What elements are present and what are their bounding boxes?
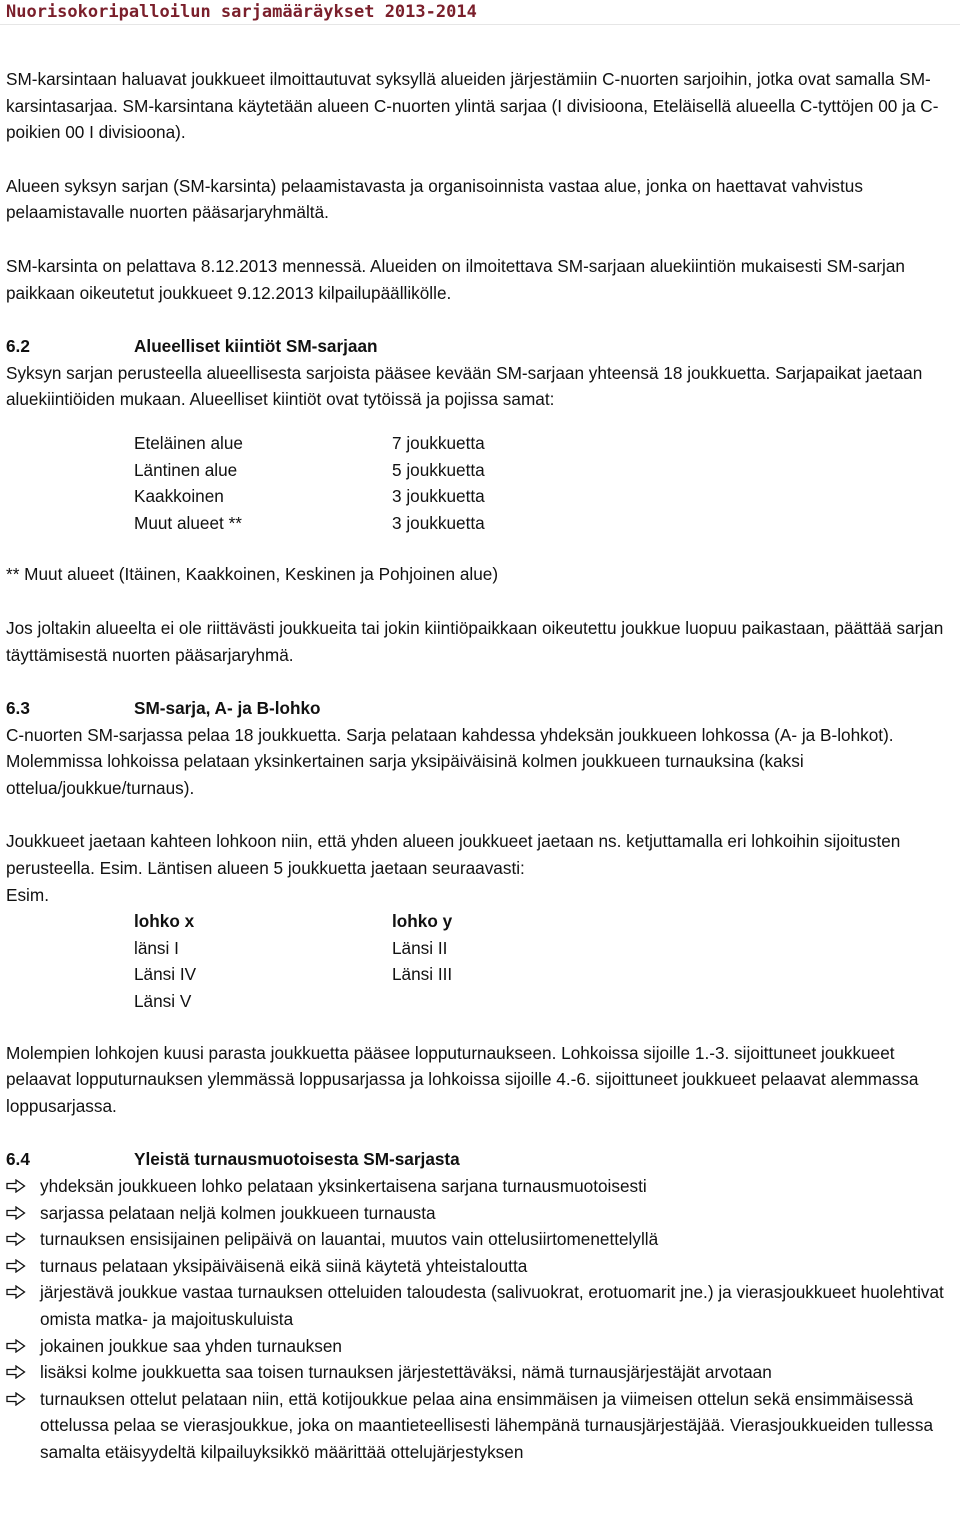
quota-teams: 7 joukkuetta [392,432,485,453]
block-header: lohko y [392,911,453,932]
list-item-text: jokainen joukkue saa yhden turnauksen [40,1335,342,1356]
list-item-text: yhdeksän joukkueen lohko pelataan yksinkertaisena sarjana turnausmuotoisesti [40,1176,647,1196]
document-body [6,66,956,1466]
list-item-text: lisäksi kolme joukkuetta saa toisen turnauksen järjestettäväksi, nämä turnausjärjestäjät arvotaan [40,1362,772,1383]
arrow-right-outline-icon [6,1226,40,1252]
quota-row [134,483,485,510]
section-title: Yleistä turnausmuotoisesta SM-sarjasta [134,1149,460,1170]
arrow-right-outline-icon [6,1253,40,1279]
arrow-right-outline-icon [6,1279,40,1305]
intro-paragraph-2: Alueen syksyn sarjan (SM-karsinta) pelaamistavasta ja organisoinnista vastaa alue, jonka on haettavat vahvistus pelaamistavalle nuorten pääsarjaryhmältä. [6,175,863,223]
list-item [6,1279,956,1332]
quota-footnote: ** Muut alueet (Itäinen, Kaakkoinen, Keskinen ja Pohjoinen alue) [6,564,499,585]
page-header [0,0,960,25]
quota-area: Muut alueet ** [134,512,242,533]
quota-row [134,457,485,484]
quota-table [134,430,485,536]
list-item [6,1253,956,1280]
section-heading-6-4 [6,1146,956,1173]
section-heading-6-2 [6,333,956,360]
rules-bullet-list [6,1173,956,1466]
block-cell [392,988,650,1015]
block-header: lohko x [134,911,195,932]
arrow-right-outline-icon [6,1200,40,1226]
list-item-text: turnauksen ottelut pelataan niin, että kotijoukkue pelaa aina ensimmäisen ja viimeisen ottelun sekä ensimmäisessä ottelussa pelaa se vierasjoukkue, joka on maantieteellisesti lähempänä turnausjärjestäjää. Vierasjoukkueiden tullessa samalta etäisyydeltä kilpailuyksikkö määrittää ottelujärjestyksen [40,1388,934,1462]
block-cell: länsi I [134,937,179,958]
list-item [6,1333,956,1360]
block-cell: Länsi III [392,964,453,985]
list-item [6,1226,956,1253]
list-item [6,1386,956,1466]
intro-paragraph-3: SM-karsinta on pelattava 8.12.2013 mennessä. Alueiden on ilmoitettava SM-sarjaan aluekiintiön mukaisesti SM-sarjan paikkaan oikeutetut joukkueet 9.12.2013 kilpailupäällikölle. [6,255,905,303]
header-title: Nuorisokoripalloilun sarjamääräykset 2013-2014 [6,2,477,22]
list-item [6,1359,956,1386]
block-cell: Länsi II [392,937,448,958]
arrow-right-outline-icon [6,1359,40,1385]
block-cell: Länsi V [134,991,192,1012]
section-number: 6.3 [6,698,30,719]
block-example-table [134,908,650,1014]
list-item [6,1200,956,1227]
section-heading-6-3 [6,695,956,722]
list-item-text: turnaus pelataan yksipäiväisenä eikä siinä käytetä yhteistaloutta [40,1255,528,1276]
block-row [134,988,650,1015]
final-tournament-text: Molempien lohkojen kuusi parasta joukkuetta pääsee lopputurnaukseen. Lohkoissa sijoille 1.-3. sijoittuneet joukkueet pelaavat lopputurnauksen ylemmässä loppusarjassa ja lohkoissa sijoille 4.-6. sijoittuneet joukkueet pelaavat alemmassa loppusarjassa. [6,1042,919,1116]
block-header-row [134,908,650,935]
block-split-text: Joukkueet jaetaan kahteen lohkoon niin, että yhden alueen joukkueet jaetaan ns. ketjuttamalla eri lohkoihin sijoitusten perusteella. Esim. Läntisen alueen 5 joukkuetta jaetaan seuraavasti: [6,831,901,879]
arrow-right-outline-icon [6,1333,40,1359]
section-number: 6.2 [6,336,30,357]
quota-area: Läntinen alue [134,459,238,480]
intro-paragraph-1: SM-karsintaan haluavat joukkueet ilmoittautuvat syksyllä alueiden järjestämiin C-nuorten sarjoihin, jotka ovat samalla SM-karsintasarjaa. SM-karsintana käytetään alueen C-nuorten ylintä sarjaa (I divisioona, Eteläisellä alueella C-tyttöjen 00 ja C-poikien 00 I divisioona). [6,69,939,143]
list-item-text: järjestävä joukkue vastaa turnauksen otteluiden taloudesta (salivuokrat, erotuomarit jne.) ja vierasjoukkueet huolehtivat omista matka- ja majoituskuluista [40,1282,944,1329]
section-number: 6.4 [6,1149,30,1170]
section-title: SM-sarja, A- ja B-lohko [134,698,321,719]
section-title: Alueelliset kiintiöt SM-sarjaan [134,336,378,357]
quota-teams: 5 joukkuetta [392,459,485,480]
list-item-text: turnauksen ensisijainen pelipäivä on lauantai, muutos vain ottelusiirtomenettelyllä [40,1229,659,1250]
quota-area: Kaakkoinen [134,486,224,507]
block-row [134,935,650,962]
arrow-right-outline-icon [6,1173,40,1199]
block-cell: Länsi IV [134,964,197,985]
quota-intro-text: Syksyn sarjan perusteella alueellisesta sarjoista pääsee kevään SM-sarjaan yhteensä 18 joukkuetta. Sarjapaikat jaetaan aluekiintiöiden mukaan. Alueelliset kiintiöt ovat tytöissä ja pojissa samat: [6,362,923,410]
quota-row [134,430,485,457]
quota-area: Eteläinen alue [134,432,243,453]
arrow-right-outline-icon [6,1386,40,1412]
block-row [134,961,650,988]
list-item [6,1173,956,1200]
quota-teams: 3 joukkuetta [392,512,485,533]
quota-teams: 3 joukkuetta [392,486,485,507]
quota-note: Jos joltakin alueelta ei ole riittävästi joukkueita tai jokin kiintiöpaikkaan oikeutettu joukkue luopuu paikastaan, päättää sarjan täyttämisestä nuorten pääsarjaryhmä. [6,617,944,665]
list-item-text: sarjassa pelataan neljä kolmen joukkueen turnausta [40,1202,436,1223]
example-label: Esim. [6,884,49,905]
quota-row [134,510,485,537]
sm-series-text: C-nuorten SM-sarjassa pelaa 18 joukkuetta. Sarja pelataan kahdessa yhdeksän joukkueen lohkossa (A- ja B-lohkot). Molemmissa lohkoissa pelataan yksinkertainen sarja yksipäiväisinä kolmen joukkueen turnauksina (kaksi ottelua/joukkue/turnaus). [6,724,894,798]
